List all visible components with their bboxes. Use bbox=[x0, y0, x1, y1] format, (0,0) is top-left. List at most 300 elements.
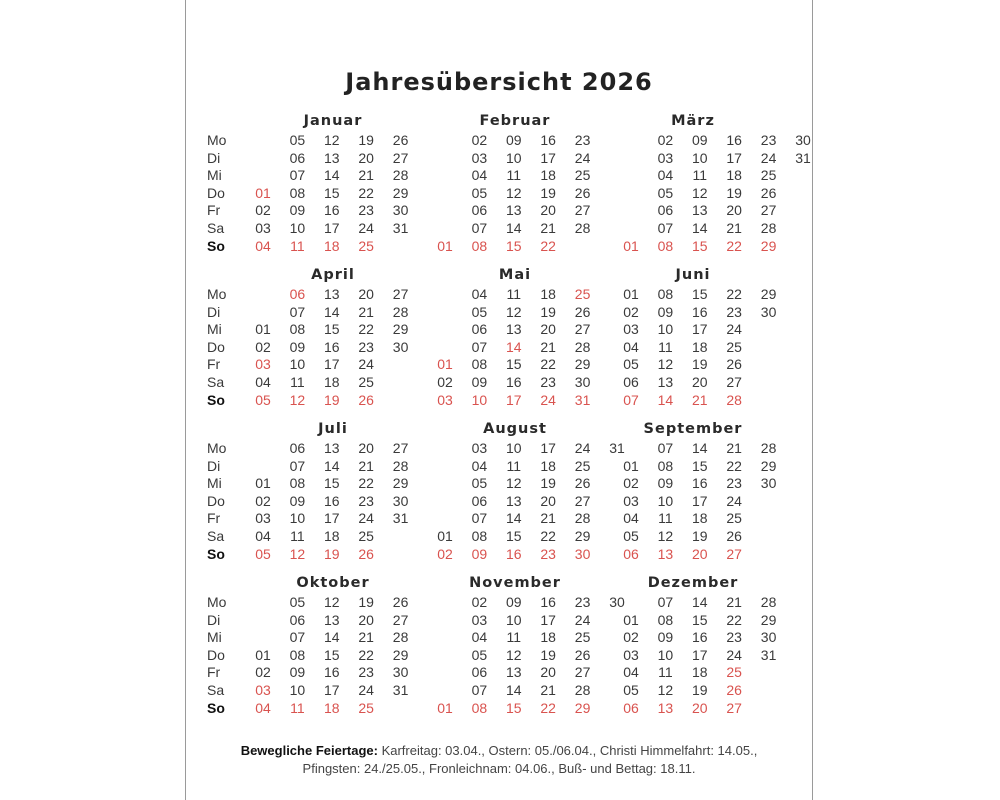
day-cell: 06 bbox=[623, 699, 639, 716]
weekday-label: Mo bbox=[207, 132, 227, 148]
day-cell: 24 bbox=[358, 510, 374, 527]
day-cell: 09 bbox=[471, 374, 488, 390]
day-cell: 13 bbox=[324, 440, 340, 456]
day-cell: 02 bbox=[255, 202, 271, 219]
day-cell: 03 bbox=[623, 646, 639, 663]
month-name: August bbox=[483, 421, 547, 437]
day-cell: 07 bbox=[623, 391, 639, 408]
day-cell: 03 bbox=[255, 220, 271, 236]
day-cell: 15 bbox=[506, 699, 522, 716]
day-cell: 14 bbox=[692, 594, 708, 610]
day-cell: 29 bbox=[574, 699, 591, 716]
day-cell: 03 bbox=[437, 391, 453, 408]
day-cell: 27 bbox=[392, 149, 409, 166]
day-cell: 06 bbox=[471, 321, 488, 338]
day-cell: 08 bbox=[471, 528, 488, 544]
day-cell: 25 bbox=[574, 629, 591, 646]
day-cell: 03 bbox=[471, 611, 488, 628]
day-cell: 21 bbox=[358, 303, 374, 320]
day-cell: 19 bbox=[358, 594, 374, 610]
day-cell: 13 bbox=[657, 545, 674, 562]
day-cell: 01 bbox=[623, 611, 639, 628]
weekday-label: So bbox=[207, 699, 225, 716]
day-cell: 24 bbox=[574, 149, 591, 166]
day-cell: 14 bbox=[324, 303, 340, 320]
day-cell: 10 bbox=[289, 356, 306, 373]
day-cell: 02 bbox=[623, 303, 639, 320]
day-cell: 05 bbox=[623, 528, 639, 544]
day-cell: 12 bbox=[657, 528, 674, 544]
day-cell: 05 bbox=[289, 594, 306, 610]
day-cell: 30 bbox=[760, 475, 777, 492]
day-cell: 21 bbox=[358, 457, 374, 474]
day-cell: 22 bbox=[726, 286, 742, 302]
weekday-label: Mi bbox=[207, 321, 222, 338]
day-cell: 02 bbox=[437, 545, 453, 562]
day-cell: 02 bbox=[255, 338, 271, 355]
weekday-label: Mo bbox=[207, 440, 227, 456]
day-cell: 28 bbox=[574, 682, 591, 698]
day-cell: 14 bbox=[692, 220, 708, 236]
day-cell: 03 bbox=[657, 149, 674, 166]
weekday-label: Mi bbox=[207, 475, 222, 492]
day-cell: 11 bbox=[658, 664, 673, 681]
day-cell: 07 bbox=[471, 510, 488, 527]
month-name: November bbox=[469, 575, 561, 591]
day-cell: 12 bbox=[506, 475, 522, 492]
day-cell: 05 bbox=[471, 475, 488, 492]
day-cell: 16 bbox=[692, 303, 708, 320]
day-cell: 23 bbox=[358, 338, 374, 355]
weekday-label: Mi bbox=[207, 629, 222, 646]
day-cell: 28 bbox=[574, 220, 591, 236]
day-cell: 09 bbox=[289, 492, 306, 509]
day-cell: 09 bbox=[657, 475, 674, 492]
day-cell: 16 bbox=[324, 202, 340, 219]
day-cell: 14 bbox=[324, 167, 340, 184]
day-cell: 14 bbox=[506, 220, 522, 236]
day-cell: 11 bbox=[658, 338, 673, 355]
day-cell: 01 bbox=[437, 699, 453, 716]
day-cell: 16 bbox=[692, 475, 708, 492]
day-cell: 22 bbox=[358, 321, 374, 338]
day-cell: 08 bbox=[471, 237, 488, 254]
day-cell: 12 bbox=[289, 545, 306, 562]
day-cell: 12 bbox=[692, 184, 708, 201]
day-cell: 21 bbox=[358, 167, 374, 184]
month-name: Dezember bbox=[647, 575, 739, 591]
day-cell: 18 bbox=[692, 664, 708, 681]
day-cell: 30 bbox=[392, 202, 409, 219]
movable-holidays-note bbox=[185, 742, 813, 778]
weekday-label: Fr bbox=[207, 202, 221, 219]
day-cell: 20 bbox=[540, 492, 556, 509]
day-cell: 17 bbox=[540, 440, 556, 456]
day-cell: 26 bbox=[574, 646, 591, 663]
day-cell: 17 bbox=[540, 149, 556, 166]
day-cell: 07 bbox=[289, 457, 306, 474]
month-name: Juli bbox=[318, 421, 348, 437]
day-cell: 12 bbox=[657, 682, 674, 698]
day-cell: 28 bbox=[392, 457, 409, 474]
day-cell: 31 bbox=[392, 220, 409, 236]
day-cell: 01 bbox=[623, 237, 639, 254]
day-cell: 03 bbox=[623, 321, 639, 338]
day-cell: 08 bbox=[657, 457, 674, 474]
day-cell: 20 bbox=[358, 149, 374, 166]
day-cell: 07 bbox=[289, 303, 306, 320]
day-cell: 11 bbox=[290, 528, 305, 544]
day-cell: 06 bbox=[471, 202, 488, 219]
day-cell: 26 bbox=[358, 545, 374, 562]
day-cell: 21 bbox=[358, 629, 374, 646]
day-cell: 25 bbox=[574, 286, 591, 302]
day-cell: 12 bbox=[324, 132, 340, 148]
day-cell: 21 bbox=[540, 338, 556, 355]
day-cell: 28 bbox=[760, 440, 777, 456]
day-cell: 01 bbox=[255, 321, 271, 338]
day-cell: 04 bbox=[657, 167, 674, 184]
day-cell: 25 bbox=[358, 699, 374, 716]
day-cell: 19 bbox=[726, 184, 742, 201]
day-cell: 22 bbox=[540, 237, 556, 254]
day-cell: 14 bbox=[692, 440, 708, 456]
day-cell: 08 bbox=[471, 699, 488, 716]
weekday-label: Fr bbox=[207, 664, 221, 681]
day-cell: 27 bbox=[574, 202, 591, 219]
day-cell: 30 bbox=[760, 629, 777, 646]
day-cell: 08 bbox=[289, 475, 306, 492]
day-cell: 14 bbox=[657, 391, 674, 408]
day-cell: 18 bbox=[540, 167, 556, 184]
day-cell: 20 bbox=[358, 440, 374, 456]
day-cell: 15 bbox=[692, 611, 708, 628]
day-cell: 29 bbox=[392, 184, 409, 201]
day-cell: 29 bbox=[392, 321, 409, 338]
day-cell: 12 bbox=[506, 184, 522, 201]
day-cell: 27 bbox=[760, 202, 777, 219]
day-cell: 15 bbox=[324, 184, 340, 201]
day-cell: 19 bbox=[692, 528, 708, 544]
day-cell: 05 bbox=[623, 356, 639, 373]
day-cell: 26 bbox=[726, 682, 742, 698]
day-cell: 16 bbox=[324, 338, 340, 355]
day-cell: 20 bbox=[540, 664, 556, 681]
day-cell: 06 bbox=[289, 611, 306, 628]
day-cell: 15 bbox=[324, 646, 340, 663]
day-cell: 20 bbox=[358, 286, 374, 302]
day-cell: 24 bbox=[574, 440, 591, 456]
day-cell: 25 bbox=[574, 167, 591, 184]
day-cell: 10 bbox=[471, 391, 488, 408]
day-cell: 22 bbox=[726, 611, 742, 628]
day-cell: 23 bbox=[358, 202, 374, 219]
month-name: Februar bbox=[479, 113, 551, 129]
day-cell: 30 bbox=[392, 664, 409, 681]
day-cell: 31 bbox=[760, 646, 777, 663]
weekday-label: So bbox=[207, 391, 225, 408]
day-cell: 03 bbox=[471, 149, 488, 166]
day-cell: 01 bbox=[255, 184, 271, 201]
day-cell: 21 bbox=[726, 440, 742, 456]
day-cell: 23 bbox=[358, 492, 374, 509]
day-cell: 18 bbox=[540, 286, 556, 302]
day-cell: 23 bbox=[726, 629, 742, 646]
day-cell: 30 bbox=[609, 594, 625, 610]
day-cell: 28 bbox=[760, 220, 777, 236]
day-cell: 12 bbox=[506, 303, 522, 320]
day-cell: 12 bbox=[506, 646, 522, 663]
day-cell: 22 bbox=[540, 699, 556, 716]
day-cell: 28 bbox=[574, 338, 591, 355]
day-cell: 21 bbox=[726, 594, 742, 610]
day-cell: 08 bbox=[289, 321, 306, 338]
day-cell: 07 bbox=[657, 594, 674, 610]
day-cell: 07 bbox=[657, 220, 674, 236]
day-cell: 29 bbox=[760, 457, 777, 474]
day-cell: 29 bbox=[392, 646, 409, 663]
day-cell: 02 bbox=[657, 132, 674, 148]
day-cell: 19 bbox=[358, 132, 374, 148]
day-cell: 05 bbox=[657, 184, 674, 201]
day-cell: 29 bbox=[392, 475, 409, 492]
day-cell: 24 bbox=[540, 391, 556, 408]
day-cell: 24 bbox=[358, 682, 374, 698]
movable-holidays-line1: Karfreitag: 03.04., Ostern: 05./06.04., Christi Himmelfahrt: 14.05., bbox=[377, 743, 758, 758]
day-cell: 01 bbox=[623, 457, 639, 474]
day-cell: 25 bbox=[726, 338, 742, 355]
day-cell: 18 bbox=[540, 457, 556, 474]
day-cell: 24 bbox=[726, 321, 742, 338]
weekday-label: Di bbox=[207, 303, 221, 320]
day-cell: 04 bbox=[255, 237, 271, 254]
day-cell: 08 bbox=[657, 611, 674, 628]
day-cell: 06 bbox=[289, 286, 306, 302]
day-cell: 26 bbox=[726, 356, 742, 373]
day-cell: 18 bbox=[324, 374, 340, 390]
day-cell: 01 bbox=[437, 356, 453, 373]
day-cell: 23 bbox=[574, 132, 591, 148]
day-cell: 26 bbox=[574, 184, 591, 201]
month-name: Mai bbox=[498, 267, 532, 283]
weekday-label: Di bbox=[207, 611, 221, 628]
day-cell: 23 bbox=[726, 475, 742, 492]
day-cell: 06 bbox=[657, 202, 674, 219]
day-cell: 30 bbox=[574, 545, 591, 562]
day-cell: 12 bbox=[657, 356, 674, 373]
day-cell: 19 bbox=[692, 356, 708, 373]
day-cell: 02 bbox=[471, 132, 488, 148]
day-cell: 29 bbox=[574, 528, 591, 544]
weekday-label: Mo bbox=[207, 286, 227, 302]
day-cell: 19 bbox=[540, 303, 556, 320]
day-cell: 13 bbox=[324, 611, 340, 628]
day-cell: 13 bbox=[657, 374, 674, 390]
month-name: September bbox=[643, 421, 743, 437]
day-cell: 15 bbox=[324, 475, 340, 492]
day-cell: 02 bbox=[255, 492, 271, 509]
weekday-label: So bbox=[207, 545, 225, 562]
day-cell: 16 bbox=[692, 629, 708, 646]
day-cell: 07 bbox=[471, 338, 488, 355]
day-cell: 29 bbox=[760, 237, 777, 254]
day-cell: 02 bbox=[623, 629, 639, 646]
weekday-label: Sa bbox=[207, 374, 225, 390]
day-cell: 16 bbox=[726, 132, 742, 148]
day-cell: 10 bbox=[506, 611, 522, 628]
day-cell: 24 bbox=[726, 646, 742, 663]
day-cell: 30 bbox=[574, 374, 591, 390]
day-cell: 27 bbox=[392, 440, 409, 456]
day-cell: 28 bbox=[392, 167, 409, 184]
day-cell: 26 bbox=[726, 528, 742, 544]
day-cell: 07 bbox=[289, 167, 306, 184]
day-cell: 31 bbox=[392, 682, 409, 698]
day-cell: 31 bbox=[609, 440, 625, 456]
day-cell: 11 bbox=[290, 374, 305, 390]
day-cell: 14 bbox=[506, 338, 522, 355]
day-cell: 15 bbox=[692, 237, 708, 254]
weekday-label: Do bbox=[207, 184, 225, 201]
day-cell: 01 bbox=[255, 646, 271, 663]
weekday-label: So bbox=[207, 237, 225, 254]
day-cell: 11 bbox=[506, 167, 522, 184]
day-cell: 25 bbox=[358, 374, 374, 390]
day-cell: 27 bbox=[726, 545, 742, 562]
day-cell: 25 bbox=[726, 664, 742, 681]
month-name: Januar bbox=[303, 113, 363, 129]
day-cell: 26 bbox=[392, 132, 409, 148]
day-cell: 05 bbox=[255, 391, 271, 408]
day-cell: 10 bbox=[506, 440, 522, 456]
day-cell: 13 bbox=[506, 202, 522, 219]
day-cell: 03 bbox=[471, 440, 488, 456]
day-cell: 09 bbox=[289, 202, 306, 219]
day-cell: 11 bbox=[506, 629, 522, 646]
day-cell: 02 bbox=[623, 475, 639, 492]
day-cell: 20 bbox=[358, 611, 374, 628]
day-cell: 23 bbox=[358, 664, 374, 681]
day-cell: 26 bbox=[760, 184, 777, 201]
day-cell: 04 bbox=[471, 629, 488, 646]
day-cell: 17 bbox=[324, 220, 340, 236]
day-cell: 03 bbox=[255, 510, 271, 527]
day-cell: 13 bbox=[324, 149, 340, 166]
day-cell: 23 bbox=[540, 545, 556, 562]
day-cell: 04 bbox=[471, 457, 488, 474]
day-cell: 16 bbox=[540, 132, 556, 148]
day-cell: 26 bbox=[392, 594, 409, 610]
day-cell: 16 bbox=[506, 374, 522, 390]
day-cell: 14 bbox=[324, 629, 340, 646]
day-cell: 13 bbox=[324, 286, 340, 302]
day-cell: 05 bbox=[623, 682, 639, 698]
day-cell: 02 bbox=[471, 594, 488, 610]
day-cell: 30 bbox=[392, 492, 409, 509]
day-cell: 15 bbox=[692, 286, 708, 302]
day-cell: 25 bbox=[760, 167, 777, 184]
day-cell: 08 bbox=[471, 356, 488, 373]
weekday-label: Fr bbox=[207, 510, 221, 527]
day-cell: 19 bbox=[324, 545, 340, 562]
day-cell: 03 bbox=[623, 492, 639, 509]
day-cell: 15 bbox=[506, 237, 522, 254]
day-cell: 11 bbox=[658, 510, 673, 527]
day-cell: 17 bbox=[324, 510, 340, 527]
day-cell: 01 bbox=[623, 286, 639, 302]
day-cell: 17 bbox=[692, 492, 708, 509]
day-cell: 23 bbox=[760, 132, 777, 148]
day-cell: 06 bbox=[289, 440, 306, 456]
day-cell: 12 bbox=[324, 594, 340, 610]
day-cell: 11 bbox=[692, 167, 708, 184]
day-cell: 17 bbox=[692, 321, 708, 338]
day-cell: 05 bbox=[471, 646, 488, 663]
day-cell: 16 bbox=[324, 664, 340, 681]
day-cell: 20 bbox=[540, 202, 556, 219]
day-cell: 30 bbox=[760, 303, 777, 320]
day-cell: 05 bbox=[289, 132, 306, 148]
day-cell: 01 bbox=[255, 475, 271, 492]
day-cell: 18 bbox=[726, 167, 742, 184]
day-cell: 14 bbox=[506, 682, 522, 698]
day-cell: 27 bbox=[574, 321, 591, 338]
month-name: Juni bbox=[675, 267, 711, 283]
day-cell: 23 bbox=[726, 303, 742, 320]
day-cell: 28 bbox=[726, 391, 742, 408]
day-cell: 19 bbox=[692, 682, 708, 698]
day-cell: 07 bbox=[289, 629, 306, 646]
day-cell: 07 bbox=[657, 440, 674, 456]
day-cell: 20 bbox=[692, 545, 708, 562]
day-cell: 07 bbox=[471, 220, 488, 236]
day-cell: 21 bbox=[726, 220, 742, 236]
day-cell: 14 bbox=[506, 510, 522, 527]
day-cell: 09 bbox=[471, 545, 488, 562]
day-cell: 24 bbox=[358, 356, 374, 373]
weekday-label: Mo bbox=[207, 594, 227, 610]
day-cell: 01 bbox=[437, 237, 453, 254]
day-cell: 04 bbox=[471, 167, 488, 184]
day-cell: 29 bbox=[760, 611, 777, 628]
day-cell: 17 bbox=[726, 149, 742, 166]
weekday-label: Fr bbox=[207, 356, 221, 373]
day-cell: 28 bbox=[392, 303, 409, 320]
day-cell: 24 bbox=[760, 149, 777, 166]
day-cell: 21 bbox=[540, 682, 556, 698]
day-cell: 17 bbox=[692, 646, 708, 663]
day-cell: 23 bbox=[574, 594, 591, 610]
day-cell: 24 bbox=[358, 220, 374, 236]
day-cell: 19 bbox=[540, 646, 556, 663]
day-cell: 11 bbox=[290, 237, 305, 254]
month-name: März bbox=[671, 113, 715, 129]
day-cell: 10 bbox=[289, 220, 306, 236]
day-cell: 04 bbox=[623, 664, 639, 681]
day-cell: 12 bbox=[289, 391, 306, 408]
day-cell: 04 bbox=[255, 699, 271, 716]
day-cell: 27 bbox=[392, 611, 409, 628]
day-cell: 08 bbox=[657, 286, 674, 302]
day-cell: 17 bbox=[506, 391, 522, 408]
day-cell: 04 bbox=[255, 528, 271, 544]
day-cell: 09 bbox=[657, 629, 674, 646]
day-cell: 05 bbox=[255, 545, 271, 562]
day-cell: 09 bbox=[289, 338, 306, 355]
day-cell: 30 bbox=[392, 338, 409, 355]
day-cell: 20 bbox=[692, 699, 708, 716]
day-cell: 10 bbox=[289, 682, 306, 698]
